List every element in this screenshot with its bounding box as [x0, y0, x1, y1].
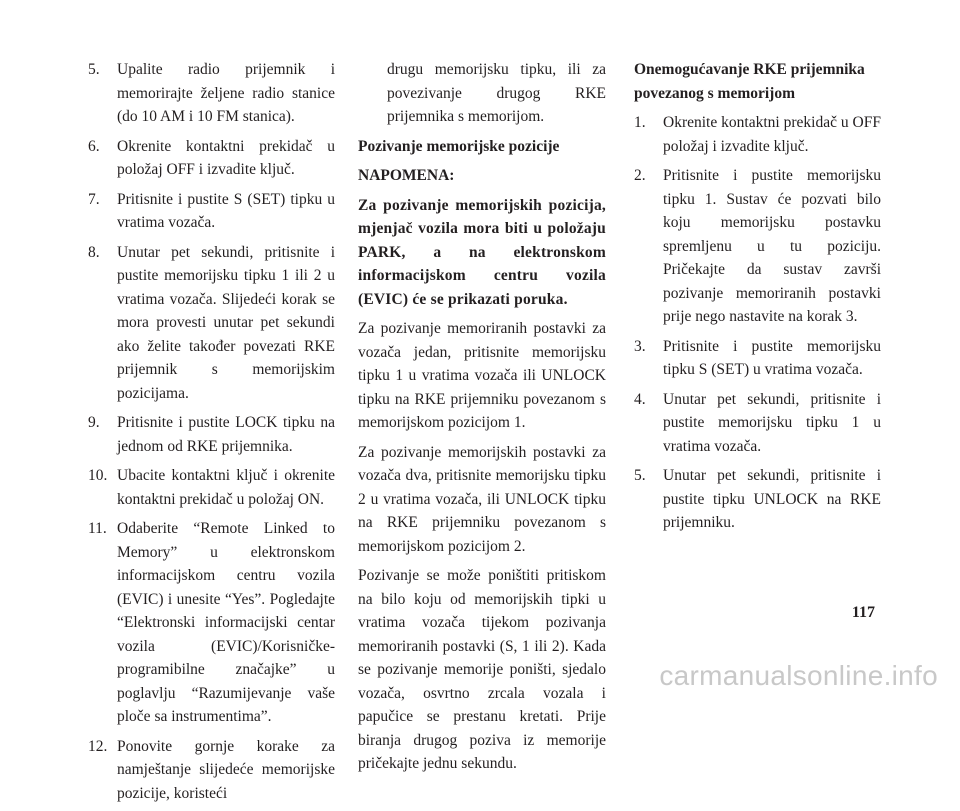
- step-2: [634, 164, 881, 329]
- paragraph: Za pozivanje memorijskih postavki za vozača dva, pritisnite memorijsku tipku 2 u vratima vozača, ili UNLOCK tipku na RKE prijemniku povezanom s memorijskom pozicijom 2.: [358, 443, 606, 555]
- note-text: Za pozivanje memorijskih pozicija, mjenjač vozila mora biti u položaju PARK, a na elektronskom informacijskom centru vozila (EVIC) će se prikazati poruka.: [358, 196, 606, 308]
- step-6: [88, 135, 335, 182]
- section-heading-disable: Onemogućavanje RKE prijemnika povezanog s memorijom: [634, 61, 865, 102]
- step-4: [634, 388, 881, 459]
- step-number: 7.: [88, 190, 100, 208]
- right-column: [634, 58, 881, 541]
- step-3: [634, 335, 881, 382]
- step-11: [88, 517, 335, 729]
- left-column: [88, 58, 335, 811]
- step-number: 6.: [88, 137, 100, 155]
- step-number: 12.: [88, 737, 108, 755]
- paragraph: Pozivanje se može poništiti pritiskom na bilo koju od memorijskih tipki u vratima vozača tijekom pozivanja memoriranih postavki (S, 1 ili 2). Kada se pozivanje memorije poništi, sjedalo vozača, osvrtno zrcala vozala i papučice se prestanu kretati. Prije biranja drugog poziva iz memorije pričekajte jednu sekundu.: [358, 567, 606, 772]
- step-text: Odaberite “Remote Linked to Memory” u elektronskom informacijskom centru vozila (EVIC) i unesite “Yes”. Pogledajte “Elektronski informacijski centar vozila (EVIC)/Korisničke-programibilne značajke” u poglavlju “Razumijevanje vaše ploče sa instrumentima”.: [117, 520, 335, 725]
- step-12: [88, 735, 335, 806]
- step-text: Pritisnite i pustite S (SET) tipku u vratima vozača.: [117, 190, 335, 231]
- page-number: 117: [851, 604, 875, 621]
- step-number: 8.: [88, 243, 100, 261]
- step-text: Unutar pet sekundi, pritisnite i pustite tipku UNLOCK na RKE prijemniku.: [663, 467, 881, 531]
- step-number: 10.: [88, 467, 108, 484]
- step-text: Pritisnite i pustite memorijsku tipku 1. Sustav će pozvati bilo koju memorijsku postavku spremljenu u tu poziciju. Pričekajte da sustav završi pozivanje memoriranih postavki prije nego nastavite na korak 3.: [663, 167, 881, 325]
- step-8: [88, 241, 335, 406]
- section-heading-recall: Pozivanje memorijske pozicije: [358, 137, 560, 155]
- step-text: Unutar pet sekundi, pritisnite i pustite memorijsku tipku 1 u vratima vozača.: [663, 390, 881, 455]
- step-5: [88, 58, 335, 129]
- disable-steps-list: [634, 111, 881, 535]
- step-number: 5.: [88, 61, 100, 78]
- step-number: 4.: [634, 390, 646, 408]
- step-number: 11.: [88, 520, 107, 537]
- step-10: [88, 464, 335, 511]
- step-text: Okrenite kontaktni prekidač u OFF položaj i izvadite ključ.: [663, 114, 881, 155]
- setup-steps-list: [88, 58, 335, 805]
- note-label: NAPOMENA:: [358, 167, 455, 184]
- paragraph: Za pozivanje memoriranih postavki za vozača jedan, pritisnite memorijsku tipku 1 u vratima vozača ili UNLOCK tipku na RKE prijemniku povezanom s memorijskom pozicijom 1.: [358, 320, 606, 431]
- step-number: 3.: [634, 337, 646, 355]
- step-12-continuation: drugu memorijsku tipku, ili za povezivanje drugog RKE prijemnika s memorijom.: [387, 61, 606, 125]
- step-text: Upalite radio prijemnik i memorirajte željene radio stanice (do 10 AM i 10 FM stanica).: [117, 61, 335, 125]
- step-7: [88, 188, 335, 235]
- step-number: 1.: [634, 114, 646, 131]
- step-number: 2.: [634, 167, 646, 184]
- step-text: Okrenite kontaktni prekidač u položaj OFF i izvadite ključ.: [117, 137, 335, 178]
- step-1: [634, 111, 881, 158]
- step-text: Ponovite gornje korake za namještanje slijedeće memorijske pozicije, koristeći: [117, 737, 335, 802]
- watermark: carmanualsonline.info: [659, 660, 938, 691]
- step-5: [634, 464, 881, 535]
- middle-column: [358, 58, 606, 782]
- step-text: Pritisnite i pustite LOCK tipku na jednom od RKE prijemnika.: [117, 414, 335, 455]
- step-9: [88, 411, 335, 458]
- step-text: Unutar pet sekundi, pritisnite i pustite memorijsku tipku 1 ili 2 u vratima vozača. Slijedeći korak se mora provesti unutar pet sekundi ako želite također povezati RKE prijemnik s memorijskim pozicijama.: [117, 243, 335, 402]
- step-number: 9.: [88, 414, 100, 431]
- step-number: 5.: [634, 467, 646, 484]
- step-text: Pritisnite i pustite memorijsku tipku S (SET) u vratima vozača.: [663, 337, 881, 378]
- step-text: Ubacite kontaktni ključ i okrenite kontaktni prekidač u položaj ON.: [117, 467, 335, 508]
